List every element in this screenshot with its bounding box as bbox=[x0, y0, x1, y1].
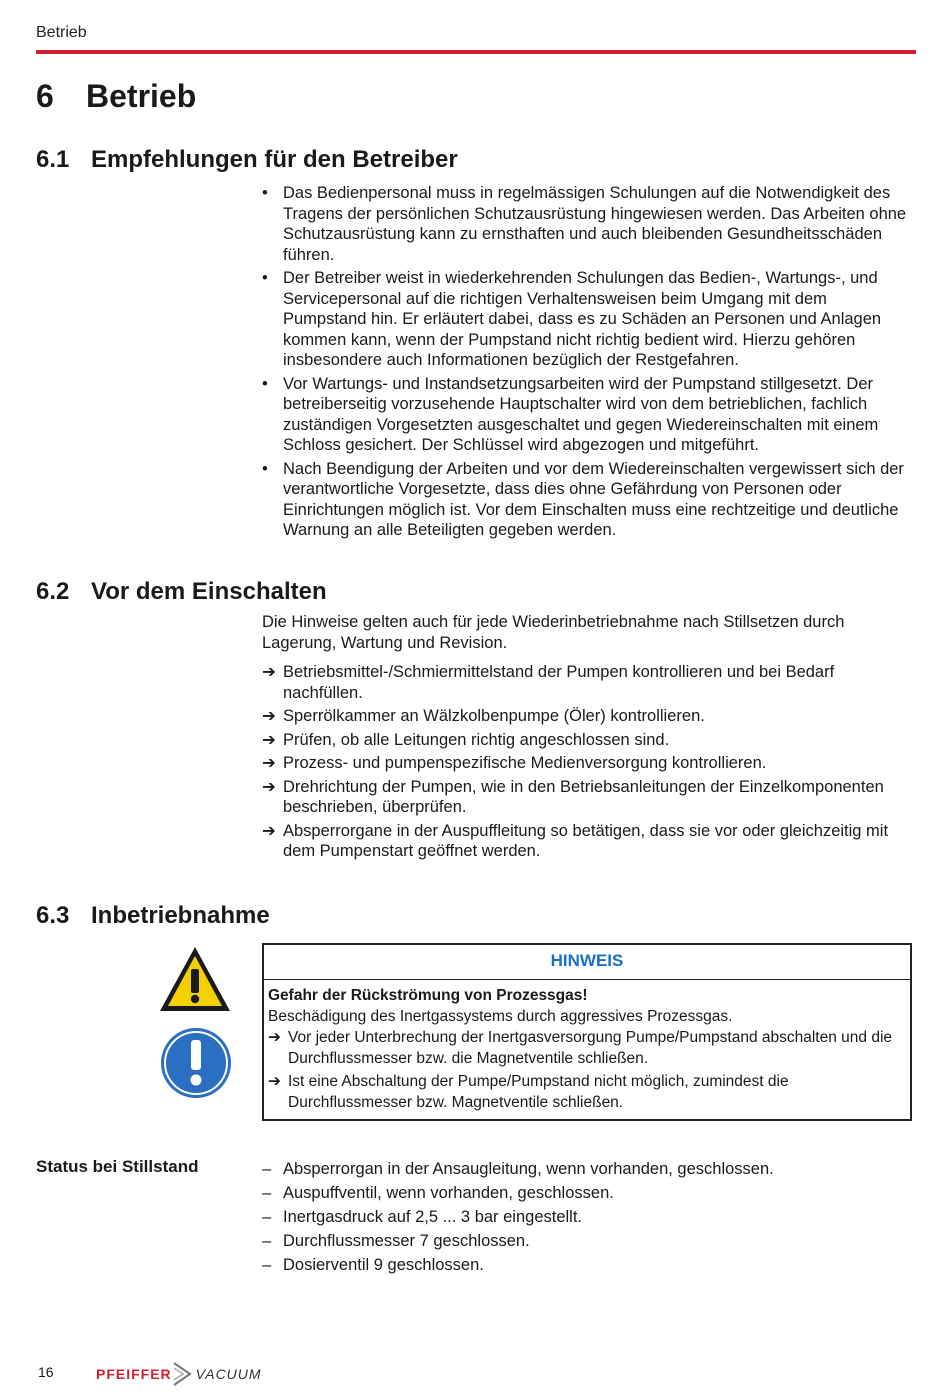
list-item bbox=[262, 730, 912, 751]
arrow-icon: ➔ bbox=[262, 707, 276, 725]
recommendations-list bbox=[262, 183, 912, 541]
section-heading-6-2 bbox=[36, 578, 327, 606]
list-item-text: Prozess- und pumpenspezifische Medienversorgung kontrollieren. bbox=[283, 754, 767, 772]
arrow-icon: ➔ bbox=[262, 663, 276, 681]
list-item-text: Sperrölkammer an Wälzkolbenpumpe (Öler) kontrollieren. bbox=[283, 707, 705, 725]
list-item bbox=[262, 1253, 912, 1277]
list-item-text: Dosierventil 9 geschlossen. bbox=[283, 1256, 484, 1274]
list-item bbox=[268, 1027, 906, 1069]
dash-marker: – bbox=[262, 1184, 272, 1202]
list-item bbox=[262, 374, 912, 456]
section-intro: Die Hinweise gelten auch für jede Wiederinbetriebnahme nach Stillsetzen durch Lagerung, Wartung und Revision. bbox=[262, 613, 845, 652]
list-item bbox=[268, 1071, 906, 1113]
list-item-text: Durchflussmesser 7 geschlossen. bbox=[283, 1232, 530, 1250]
bullet-marker: • bbox=[262, 459, 268, 478]
notice-title: Gefahr der Rückströmung von Prozessgas! bbox=[268, 987, 588, 1004]
bullet-marker: • bbox=[262, 184, 268, 202]
header-title: Betrieb bbox=[36, 24, 87, 41]
list-item-text: Ist eine Abschaltung der Pumpe/Pumpstand nicht möglich, zumindest die Durchflussmesser bzw. Magnetventile schließen. bbox=[288, 1073, 789, 1111]
section-title: Vor dem Einschalten bbox=[91, 578, 327, 605]
dash-marker: – bbox=[262, 1208, 272, 1226]
list-item-text: Auspuffventil, wenn vorhanden, geschlossen. bbox=[283, 1184, 614, 1202]
list-item bbox=[262, 662, 912, 703]
arrow-icon: ➔ bbox=[262, 730, 276, 749]
chapter-heading bbox=[36, 78, 196, 115]
header-rule bbox=[36, 50, 916, 54]
logo-sub: VACUUM bbox=[195, 1366, 262, 1382]
pfeiffer-vacuum-logo bbox=[96, 1359, 262, 1389]
logo-brand: PFEIFFER bbox=[96, 1366, 172, 1382]
check-list bbox=[262, 662, 912, 862]
list-item bbox=[262, 459, 912, 541]
section-6-1-body bbox=[262, 183, 912, 544]
status-label: Status bei Stillstand bbox=[36, 1157, 199, 1176]
list-item-text: Drehrichtung der Pumpen, wie in den Betriebsanleitungen der Einzelkomponenten beschrieben, überprüfen. bbox=[283, 777, 884, 816]
logo-mark-icon bbox=[172, 1361, 192, 1387]
list-item bbox=[262, 706, 912, 727]
status-list bbox=[262, 1157, 912, 1277]
chapter-title: Betrieb bbox=[86, 78, 197, 114]
page-number: 16 bbox=[38, 1364, 54, 1380]
list-item-text: Absperrorgane in der Auspuffleitung so betätigen, dass sie vor oder gleichzeitig mit dem Pumpenstart geöffnet werden. bbox=[283, 821, 889, 860]
arrow-icon: ➔ bbox=[268, 1073, 281, 1090]
list-item bbox=[262, 1205, 912, 1229]
list-item bbox=[262, 777, 912, 818]
list-item-text: Prüfen, ob alle Leitungen richtig angeschlossen sind. bbox=[283, 730, 670, 749]
chapter-number: 6 bbox=[36, 78, 54, 114]
list-item bbox=[262, 753, 912, 774]
section-title: Empfehlungen für den Betreiber bbox=[91, 146, 458, 173]
mandatory-action-icon bbox=[160, 1027, 232, 1099]
arrow-icon: ➔ bbox=[262, 754, 276, 772]
list-item-text: Nach Beendigung der Arbeiten und vor dem Wiedereinschalten vergewissert sich der verantwortliche Vorgesetzte, dass dies ohne Gefährdung von Personen oder Einrichtungen möglich ist. Vor dem Einschalten muss eine rechtzeitige und deutliche Warnung an alle Beteiligten gegeben werden. bbox=[283, 459, 904, 539]
notice-actions bbox=[268, 1027, 906, 1113]
list-item bbox=[262, 1157, 912, 1181]
warning-triangle-icon bbox=[158, 945, 232, 1013]
list-item-text: Vor Wartungs- und Instandsetzungsarbeiten wird der Pumpstand stillgesetzt. Der betreiberseitig vorzusehende Hauptschalter wird von dem betrieblichen, fachlich zuständigen Vorgesetzten ausgeschaltet und gegen Wiedereinschalten mit einem Schloss gesichert. Der Schlüssel wird abgezogen und mitgeführt. bbox=[283, 374, 879, 454]
list-item bbox=[262, 1229, 912, 1253]
notice-body bbox=[264, 980, 910, 1113]
list-item-text: Vor jeder Unterbrechung der Inertgasversorgung Pumpe/Pumpstand abschalten und die Durchflussmesser bzw. die Magnetventile schließen. bbox=[288, 1029, 893, 1067]
section-title: Inbetriebnahme bbox=[91, 902, 270, 929]
dash-marker: – bbox=[262, 1256, 272, 1274]
list-item-text: Betriebsmittel-/Schmiermittelstand der Pumpen kontrollieren und bei Bedarf nachfüllen. bbox=[283, 663, 835, 702]
section-heading-6-3 bbox=[36, 902, 270, 930]
list-item-text: Inertgasdruck auf 2,5 ... 3 bar eingestellt. bbox=[283, 1208, 583, 1226]
notice-box bbox=[262, 943, 912, 1121]
list-item bbox=[262, 1181, 912, 1205]
list-item bbox=[262, 183, 912, 265]
list-item-text: Absperrorgan in der Ansaugleitung, wenn vorhanden, geschlossen. bbox=[283, 1160, 774, 1178]
section-heading-6-1 bbox=[36, 146, 458, 174]
list-item-text: Das Bedienpersonal muss in regelmässigen Schulungen auf die Notwendigkeit des Tragens der persönlichen Schutzausrüstung hingewiesen werden. Das Arbeiten ohne Schutzausrüstung kann zu ernsthaften und auch bleibenden Gesundheitsschäden führen. bbox=[283, 184, 907, 264]
section-number: 6.1 bbox=[36, 146, 70, 173]
dash-marker: – bbox=[262, 1160, 272, 1178]
dash-marker: – bbox=[262, 1232, 272, 1250]
bullet-marker: • bbox=[262, 374, 268, 393]
list-item bbox=[262, 821, 912, 862]
bullet-marker: • bbox=[262, 269, 268, 287]
section-number: 6.2 bbox=[36, 578, 70, 605]
arrow-icon: ➔ bbox=[268, 1029, 281, 1046]
list-item-text: Der Betreiber weist in wiederkehrenden Schulungen das Bedien-, Wartungs-, und Servicepersonal auf die richtigen Verhaltensweisen beim Umgang mit dem Pumpstand hin. Er erläutert dabei, dass es zu Schäden an Personen und Anlagen kommen kann, wenn der Pumpstand nicht richtig bedient wird. Hierzu gehören insbesondere auch Informationen bezüglich der Restgefahren. bbox=[283, 269, 882, 369]
arrow-icon: ➔ bbox=[262, 821, 276, 840]
list-item bbox=[262, 268, 912, 371]
section-number: 6.3 bbox=[36, 902, 70, 929]
notice-description: Beschädigung des Inertgassystems durch aggressives Prozessgas. bbox=[268, 1008, 733, 1025]
notice-heading: HINWEIS bbox=[264, 945, 910, 980]
arrow-icon: ➔ bbox=[262, 777, 276, 796]
section-6-2-body bbox=[262, 612, 912, 865]
